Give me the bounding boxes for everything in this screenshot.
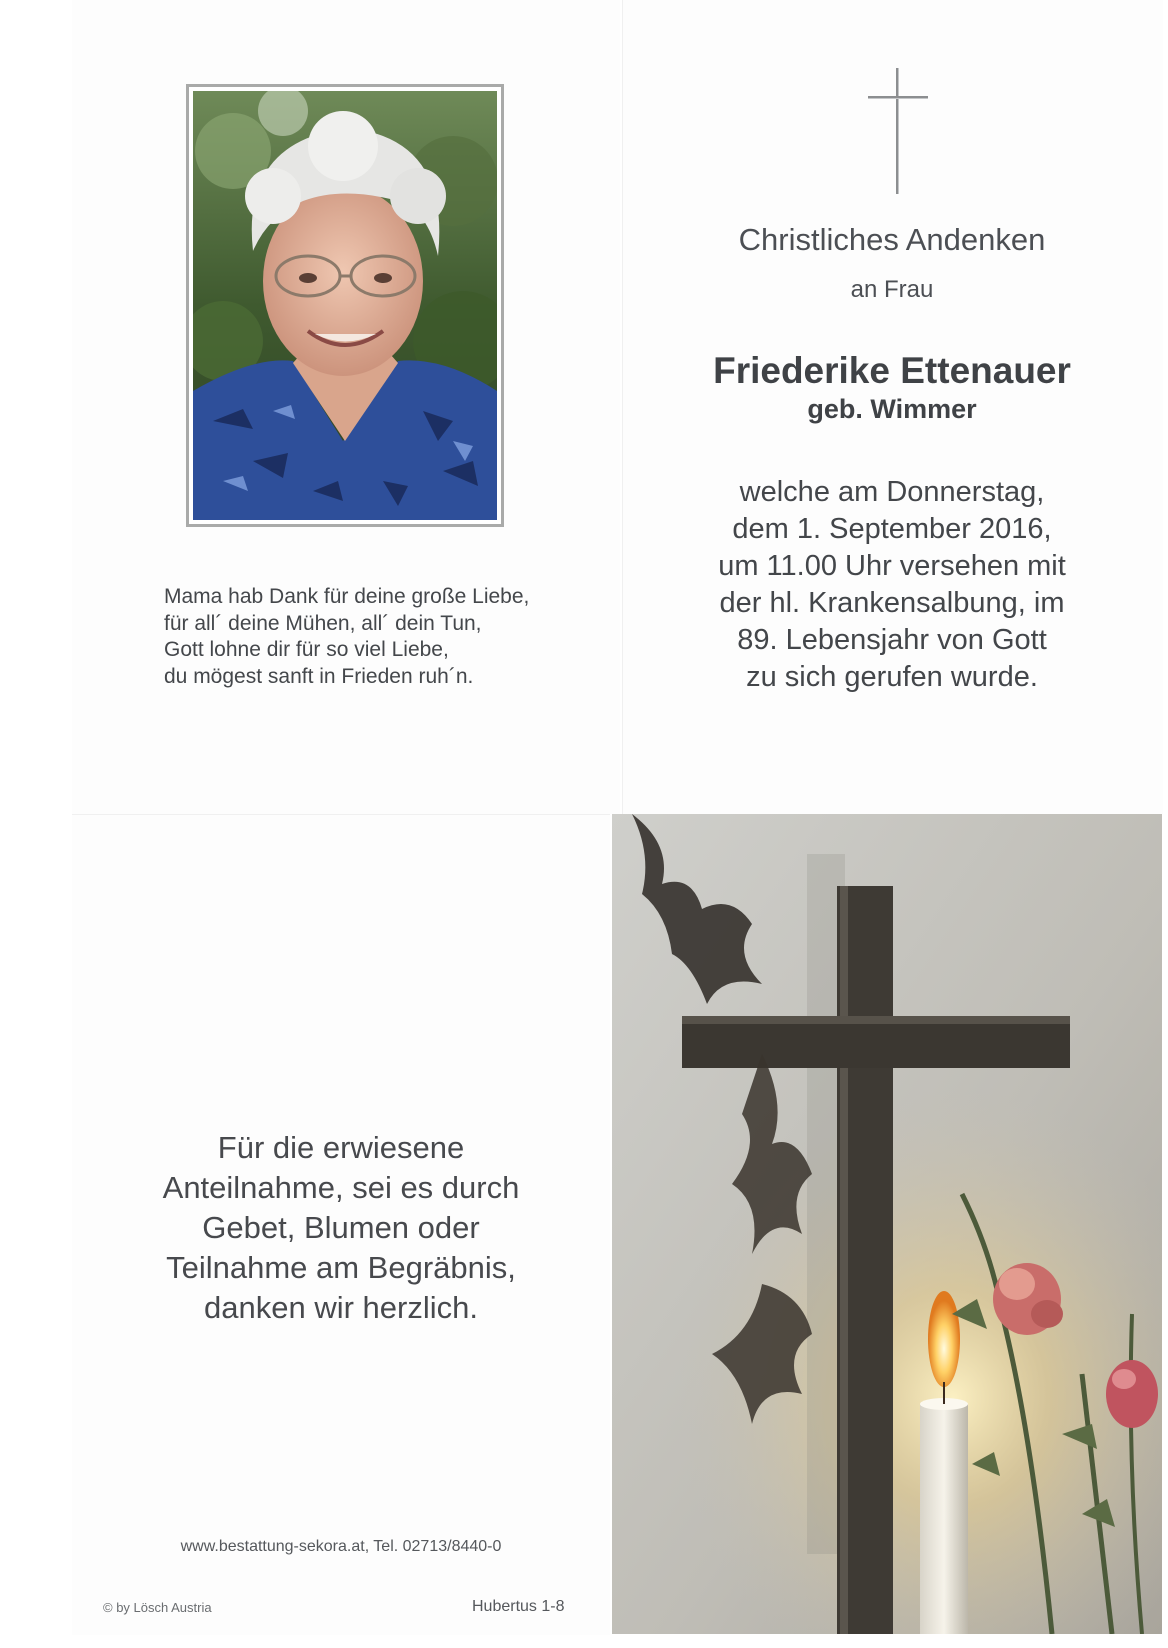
death-line: um 11.00 Uhr versehen mit [718,550,1066,582]
poem-line: für all´ deine Mühen, all´ dein Tun, [164,611,482,635]
card-model-label: Hubertus 1-8 [472,1598,565,1615]
death-line: welche am Donnerstag, [739,476,1045,508]
funeral-home-contact: www.bestattung-sekora.at, Tel. 02713/8440-0 [180,1538,502,1555]
thanks-line: Gebet, Blumen oder [202,1210,480,1245]
cross-icon [866,66,930,196]
memorial-poem [164,584,584,690]
thanks-message [72,1128,610,1328]
death-line: der hl. Krankensalbung, im [719,587,1065,619]
death-line: zu sich gerufen wurde. [746,661,1038,693]
poem-line: Mama hab Dank für deine große Liebe, [164,585,530,608]
death-line: 89. Lebensjahr von Gott [737,624,1047,656]
thanks-line: Teilnahme am Begräbnis, [166,1250,516,1285]
card-subtitle: an Frau [850,276,934,303]
deceased-name: Friederike Ettenauer [713,350,1071,391]
poem-line: Gott lohne dir für so viel Liebe, [164,638,449,661]
maiden-name: geb. Wimmer [807,394,977,424]
thanks-line: Anteilnahme, sei es durch [162,1170,520,1205]
portrait-photo [186,84,504,527]
card-title: Christliches Andenken [738,222,1046,257]
thanks-line: danken wir herzlich. [204,1290,478,1325]
memorial-cross-candle-photo [612,814,1162,1634]
death-line: dem 1. September 2016, [732,513,1052,545]
poem-line: du mögest sanft in Frieden ruh´n. [164,664,474,688]
death-notice [622,474,1162,696]
thanks-line: Für die erwiesene [217,1130,465,1165]
portrait-image [193,91,497,520]
cross-candle-photo [612,814,1162,1634]
copyright-notice: © by Lösch Austria [103,1600,212,1615]
